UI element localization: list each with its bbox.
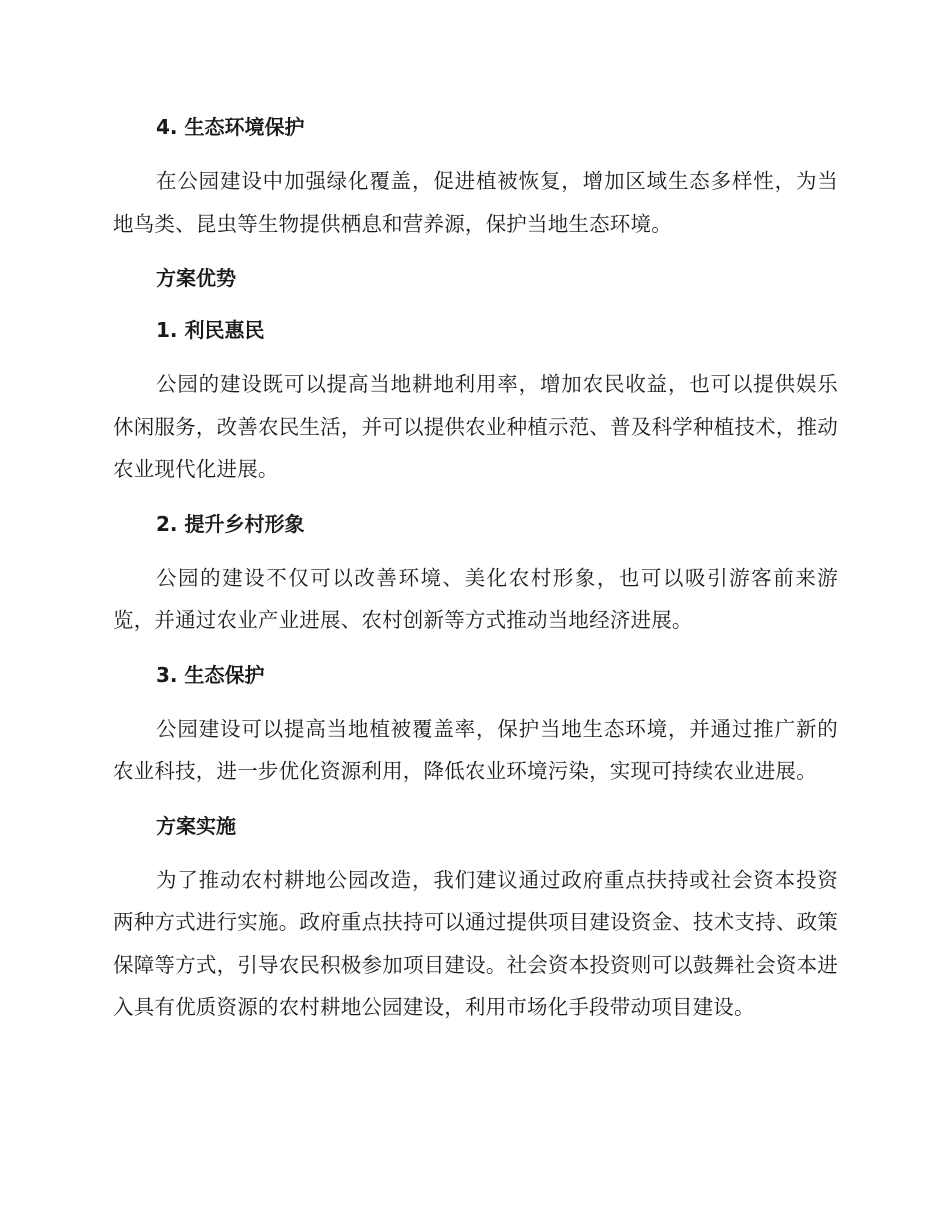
paragraph-implementation: 为了推动农村耕地公园改造，我们建议通过政府重点扶持或社会资本投资两种方式进行实施。政府重点扶持可以通过提供项目建设资金、技术支持、政策保障等方式，引导农民积极参加项目建设。社会资本投资则可以鼓舞社会资本进入具有优质资源的农村耕地公园建设，利用市场化手段带动项目建设。 [113,867,838,1019]
paragraph-benefit-people: 公园的建设既可以提高当地耕地利用率，增加农民收益，也可以提供娱乐休闲服务，改善农民生活，并可以提供农业种植示范、普及科学种植技术，推动农业现代化进展。 [113,372,838,481]
subheading-village-image: 2. 提升乡村形象 [156,511,305,536]
section-heading-advantages: 方案优势 [156,266,236,290]
document-body [113,108,838,1029]
subheading-benefit-people: 1. 利民惠民 [156,318,265,342]
paragraph-ecology-protection: 在公园建设中加强绿化覆盖，促进植被恢复，增加区域生态多样性，为当地鸟类、昆虫等生物提供栖息和营养源，保护当地生态环境。 [113,169,838,236]
subheading-ecological-protection: 3. 生态保护 [156,662,265,687]
paragraph-village-image: 公园的建设不仅可以改善环境、美化农村形象，也可以吸引游客前来游览，并通过农业产业进展、农村创新等方式推动当地经济进展。 [113,565,838,632]
section-heading-implementation: 方案实施 [156,813,236,838]
paragraph-ecological-protection: 公园建设可以提高当地植被覆盖率，保护当地生态环境，并通过推广新的农业科技，进一步优化资源利用，降低农业环境污染，实现可持续农业进展。 [113,716,838,783]
section-heading-ecology-protection: 4. 生态环境保护 [156,115,305,139]
